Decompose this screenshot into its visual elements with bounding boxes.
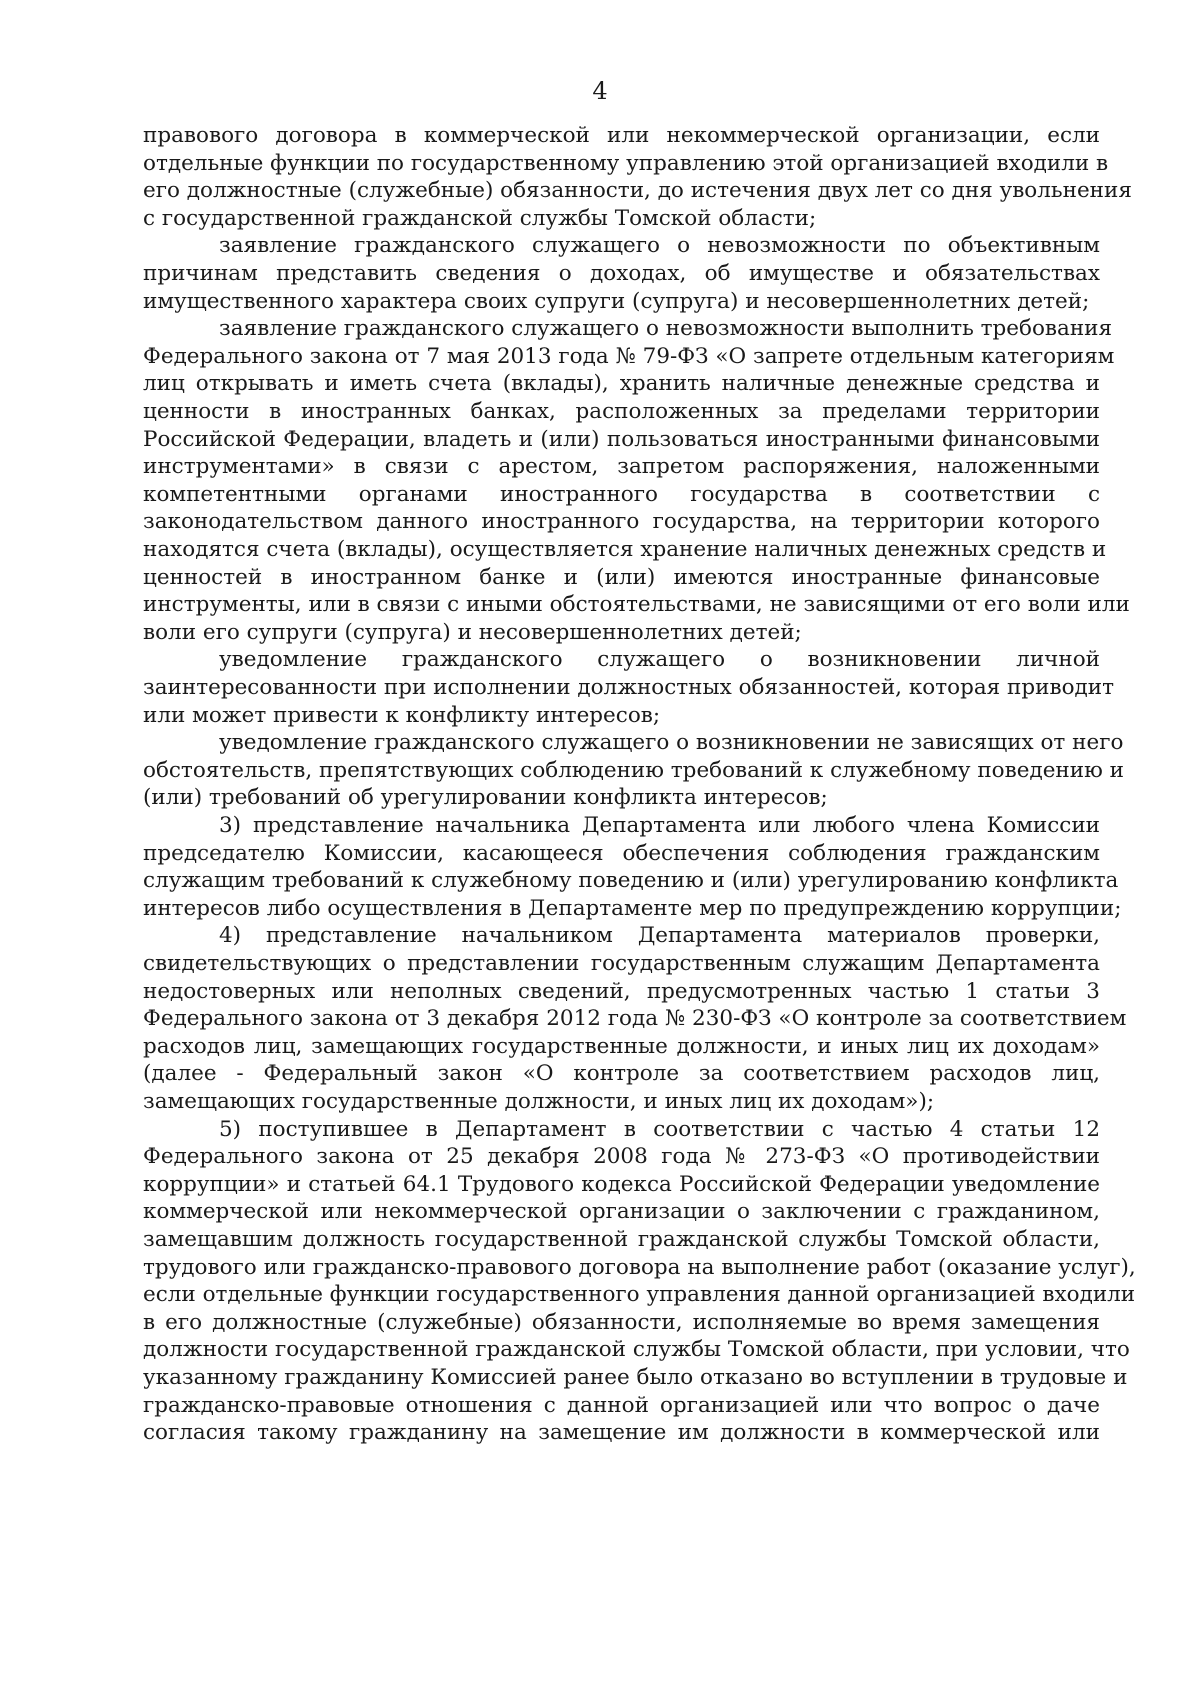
text-line: инструментами» в связи с арестом, запретом распоряжения, наложенными — [143, 454, 1100, 480]
text-line: расходов лиц, замещающих государственные должности, и иных лиц их доходам» — [143, 1033, 1100, 1059]
text-line: его должностные (служебные) обязанности, до истечения двух лет со дня увольнения — [143, 178, 1132, 204]
text-line: уведомление гражданского служащего о возникновении личной — [219, 647, 1100, 673]
text-line: в его должностные (служебные) обязанности, исполняемые во время замещения — [143, 1309, 1100, 1335]
text-line: отдельные функции по государственному управлению этой организацией входили в — [143, 150, 1109, 176]
text-line: или может привести к конфликту интересов; — [143, 702, 661, 728]
text-line: заявление гражданского служащего о невозможности по объективным — [219, 233, 1100, 259]
text-line: 4) представление начальником Департамента материалов проверки, — [219, 923, 1100, 949]
text-line: правового договора в коммерческой или некоммерческой организации, если — [143, 123, 1100, 148]
text-line: интересов либо осуществления в Департаменте мер по предупреждению коррупции; — [143, 895, 1122, 921]
text-line: инструменты, или в связи с иными обстоятельствами, не зависящими от его воли или — [143, 592, 1130, 618]
text-line: ценностей в иностранном банке и (или) имеются иностранные финансовые — [143, 564, 1100, 590]
text-line: уведомление гражданского служащего о возникновении не зависящих от него — [219, 730, 1124, 756]
text-line: служащим требований к служебному поведению и (или) урегулированию конфликта — [143, 868, 1119, 894]
text-line: согласия такому гражданину на замещение им должности в коммерческой или — [143, 1420, 1100, 1446]
text-line: (или) требований об урегулировании конфликта интересов; — [143, 785, 828, 811]
text-line: компетентными органами иностранного государства в соответствии с — [143, 481, 1100, 507]
text-line: (далее - Федеральный закон «О контроле за соответствием расходов лиц, — [143, 1061, 1100, 1087]
text-line: Федерального закона от 25 декабря 2008 года № 273-ФЗ «О противодействии — [143, 1144, 1100, 1170]
text-line: воли его супруги (супруга) и несовершеннолетних детей; — [143, 619, 802, 645]
text-line: имущественного характера своих супруги (супруга) и несовершеннолетних детей; — [143, 288, 1090, 314]
text-line: заинтересованности при исполнении должностных обязанностей, которая приводит — [143, 675, 1114, 700]
text-line: гражданско-правовые отношения с данной организацией или что вопрос о даче — [143, 1392, 1100, 1418]
text-line: коммерческой или некоммерческой организации о заключении с гражданином, — [143, 1199, 1100, 1225]
text-line: если отдельные функции государственного управления данной организацией входили — [143, 1282, 1136, 1308]
text-line: обстоятельств, препятствующих соблюдению требований к служебному поведению и — [143, 757, 1124, 783]
text-line: причинам представить сведения о доходах, об имуществе и обязательствах — [143, 261, 1100, 286]
text-line: с государственной гражданской службы Томской области; — [143, 205, 817, 231]
text-line: недостоверных или неполных сведений, предусмотренных частью 1 статьи 3 — [143, 978, 1100, 1004]
text-line: находятся счета (вклады), осуществляется хранение наличных денежных средств и — [143, 537, 1107, 562]
text-line: председателю Комиссии, касающееся обеспечения соблюдения гражданским — [143, 840, 1100, 866]
text-line: свидетельствующих о представлении государственным служащим Департамента — [143, 951, 1100, 976]
text-line: Федерального закона от 3 декабря 2012 года № 230-ФЗ «О контроле за соответствием — [143, 1006, 1127, 1032]
text-line: 3) представление начальника Департамента или любого члена Комиссии — [219, 813, 1100, 838]
text-line: указанному гражданину Комиссией ранее было отказано во вступлении в трудовые и — [143, 1365, 1128, 1390]
page-number: 4 — [592, 77, 608, 105]
text-line: должности государственной гражданской службы Томской области, при условии, что — [143, 1337, 1130, 1363]
text-line: заявление гражданского служащего о невозможности выполнить требования — [219, 316, 1113, 342]
text-line: 5) поступившее в Департамент в соответствии с частью 4 статьи 12 — [219, 1116, 1100, 1142]
text-line: лиц открывать и иметь счета (вклады), хранить наличные денежные средства и — [143, 371, 1100, 397]
text-line: замещающих государственные должности, и иных лиц их доходам»); — [143, 1089, 935, 1114]
text-line: трудового или гражданско-правового договора на выполнение работ (оказание услуг), — [143, 1254, 1136, 1280]
text-line: Федерального закона от 7 мая 2013 года № 79-ФЗ «О запрете отдельным категориям — [143, 343, 1115, 369]
text-line: коррупции» и статьей 64.1 Трудового кодекса Российской Федерации уведомление — [143, 1171, 1100, 1197]
text-line: законодательством данного иностранного государства, на территории которого — [143, 509, 1100, 535]
text-line: Российской Федерации, владеть и (или) пользоваться иностранными финансовыми — [143, 426, 1100, 452]
text-line: ценности в иностранных банках, расположенных за пределами территории — [143, 399, 1100, 424]
text-line: замещавшим должность государственной гражданской службы Томской области, — [143, 1227, 1100, 1252]
